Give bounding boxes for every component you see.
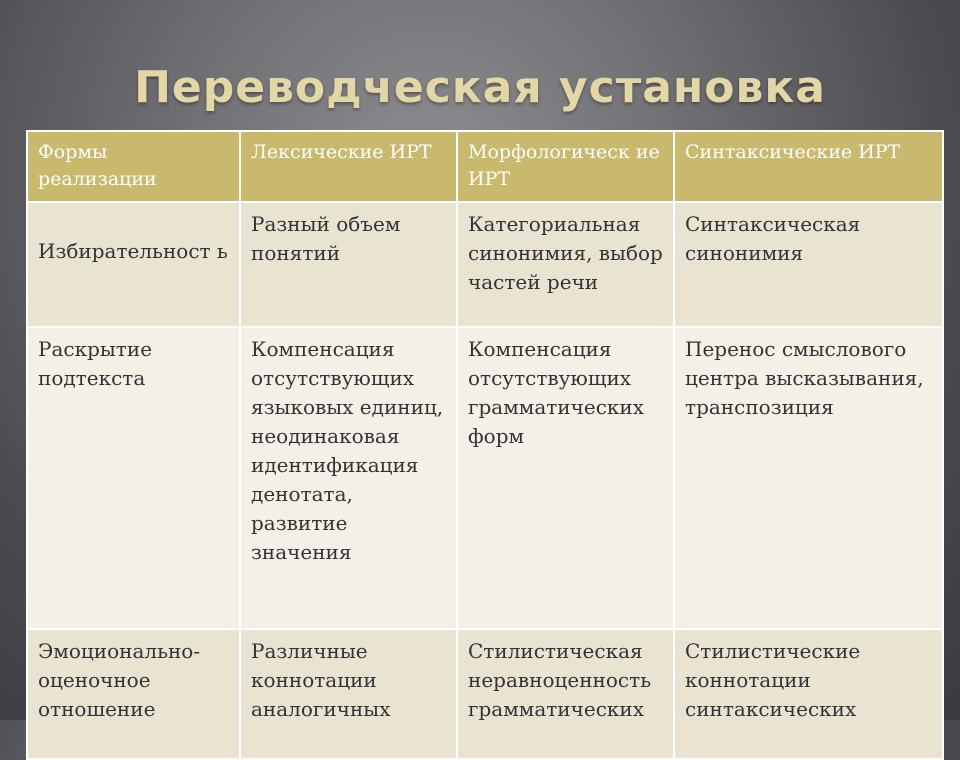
table-row [27, 629, 943, 759]
table-cell: Избирательност ь [27, 202, 240, 327]
header-forms: Формы реализации [27, 131, 240, 202]
table-cell: Компенсация отсутствующих языковых единиц, неодинаковая идентификация денотата, развитие значения [240, 327, 457, 629]
table-row [27, 327, 943, 629]
translation-setting-table [26, 130, 944, 760]
table-cell: Стилистическая неравноценность грамматических [457, 629, 674, 759]
table-row [27, 202, 943, 327]
slide-title: Переводческая установка [134, 62, 826, 113]
header-morphological: Морфологическ ие ИРТ [457, 131, 674, 202]
table-cell: Разный объем понятий [240, 202, 457, 327]
table-cell: Синтаксическая синонимия [674, 202, 943, 327]
table-cell: Компенсация отсутствующих грамматических форм [457, 327, 674, 629]
table-cell: Раскрытие подтекста [27, 327, 240, 629]
table-cell: Категориальная синонимия, выбор частей речи [457, 202, 674, 327]
table-cell: Эмоционально-оценочное отношение [27, 629, 240, 759]
table-cell: Перенос смыслового центра высказывания, транспозиция [674, 327, 943, 629]
header-lexical: Лексические ИРТ [240, 131, 457, 202]
table-cell: Различные коннотации аналогичных [240, 629, 457, 759]
table-header-row [27, 131, 943, 202]
header-syntactic: Синтаксические ИРТ [674, 131, 943, 202]
table-cell: Стилистические коннотации синтаксических [674, 629, 943, 759]
